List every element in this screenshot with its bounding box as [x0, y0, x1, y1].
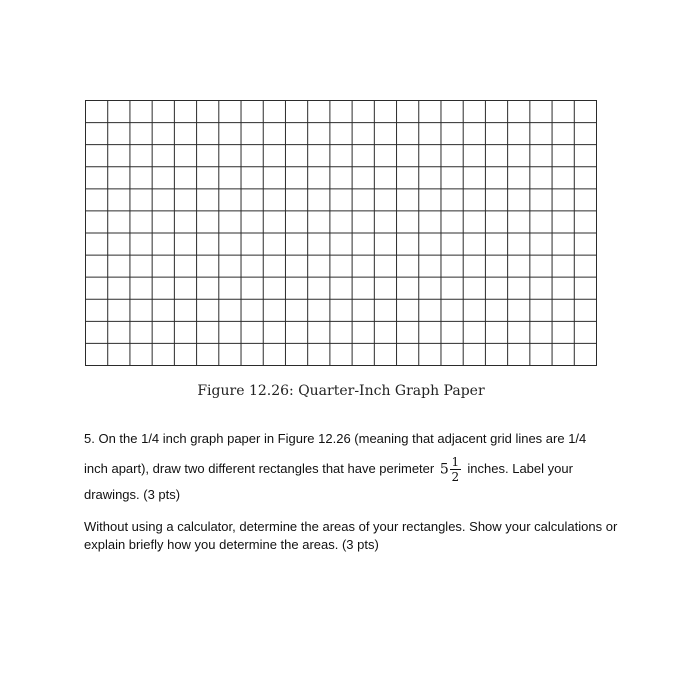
- quarter-inch-grid: [85, 100, 597, 366]
- figure-caption: Figure 12.26: Quarter-Inch Graph Paper: [197, 383, 485, 399]
- graph-paper-figure: [85, 100, 597, 366]
- perimeter-fraction: [450, 456, 461, 483]
- perimeter-mixed-number: [440, 456, 461, 483]
- instruction-paragraph: Without using a calculator, determine the areas of your rectangles. Show your calculations or explain briefly how you determine the areas. (3 pts): [84, 519, 618, 552]
- perimeter-whole: 5: [439, 461, 449, 478]
- question-5-line-2-before: inch apart), draw two different rectangles that have perimeter: [84, 460, 435, 476]
- question-5-line-1: 5. On the 1/4 inch graph paper in Figure 12.26 (meaning that adjacent grid lines are 1/4: [84, 431, 587, 446]
- question-5-line-3: drawings. (3 pts): [84, 487, 181, 502]
- perimeter-numerator: 1: [451, 455, 460, 469]
- perimeter-denominator: 2: [451, 470, 460, 484]
- question-5-line-2-after: inches. Label your: [467, 460, 573, 476]
- question-5-line-2: [84, 456, 573, 483]
